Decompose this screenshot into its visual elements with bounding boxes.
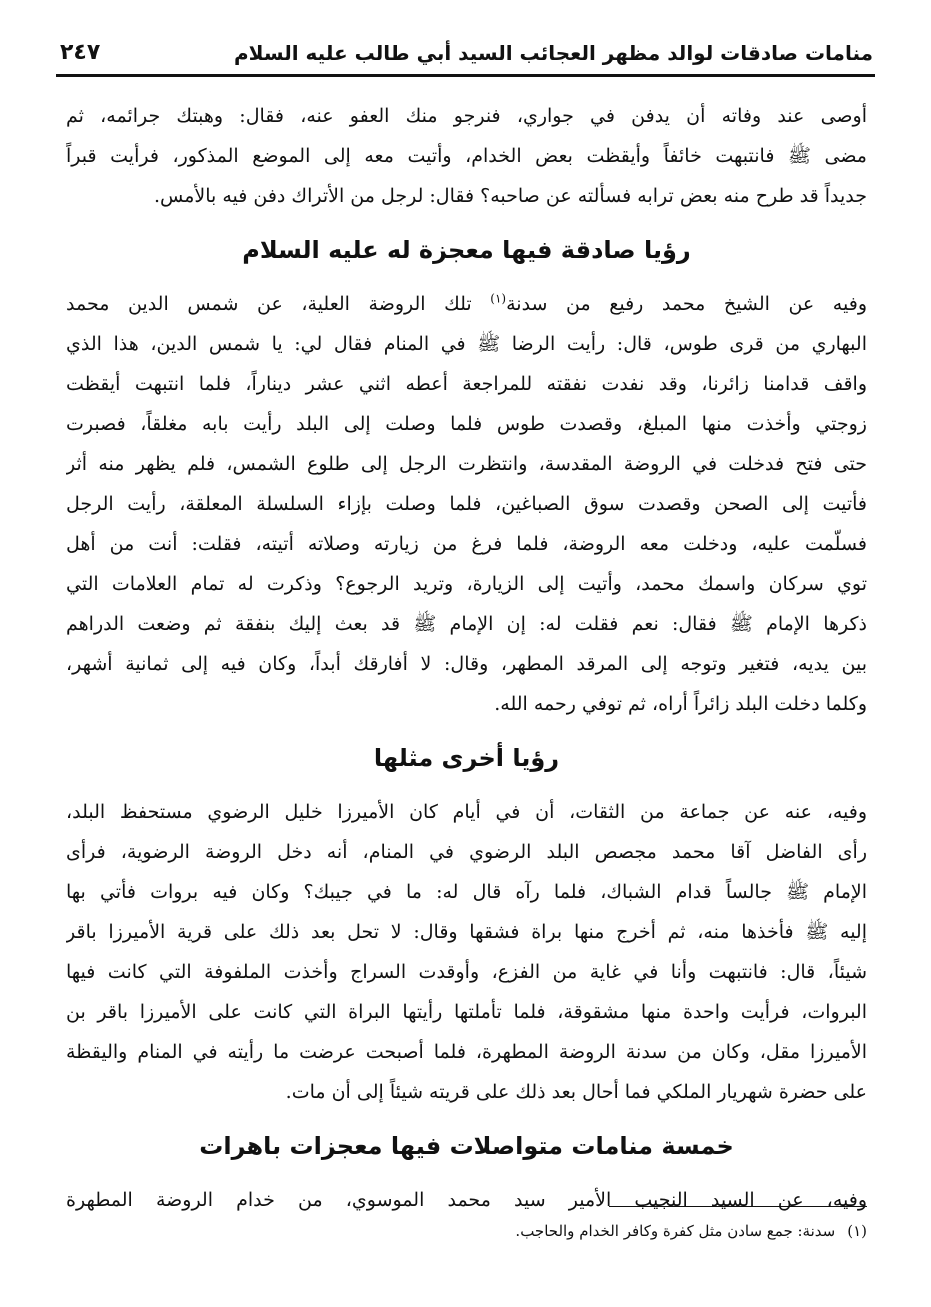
section-heading-1: رؤيا صادقة فيها معجزة له عليه السلام	[242, 236, 691, 264]
text-line: وفيه، عنه عن جماعة من الثقات، أن في أيام كان الأميرزا خليل الرضوي مستحفظ البلد،	[66, 801, 867, 823]
intro-paragraph	[66, 96, 867, 216]
footnote-marker: (١)	[847, 1222, 867, 1240]
text-line: رأى الفاضل آقا محمد مجصص البلد الرضوي في المنام، أنه دخل الروضة الرضوية، فرأى	[66, 841, 867, 863]
text-line: على حضرة شهريار الملكي فما أحال بعد ذلك على قريته شيئاً إلى أن مات.	[285, 1081, 867, 1103]
text-line: شيئاً، قال: فانتبهت وأنا في غاية من الفزع، وأوقدت السراج وأخذت الملفوفة التي كانت فيها	[66, 961, 867, 983]
section-heading-2: رؤيا أخرى مثلها	[373, 744, 560, 772]
text-line: مضى ﷺ فانتبهت خائفاً وأيقظت بعض الخدام، وأتيت معه إلى الموضع المذكور، فرأيت قبراً	[66, 145, 867, 167]
footnote-rule	[609, 1206, 867, 1207]
text-line: واقف قدامنا زائرنا، وقد نفدت نفقته للمراجعة أعطه اثني عشر ديناراً، فلما انتبهت أيقظت	[66, 373, 867, 395]
page-number: ٢٤٧	[60, 40, 101, 65]
section1-paragraph	[66, 284, 867, 724]
footnote-text: سدنة: جمع سادن مثل كفرة وكافر الخدام والحاجب.	[515, 1222, 836, 1240]
running-title: منامات صادقات لوالد مظهر العجائب السيد أبي طالب عليه السلام	[234, 41, 873, 65]
text-line: الإمام ﷺ جالساً قدام الشباك، فلما رآه قال له: ما في جيبك؟ وكان فيه بروات فأتي بها	[66, 881, 867, 903]
text-line: فأتيت إلى الصحن وقصدت سوق الصباغين، فلما وصلت بإزاء السلسلة المعلقة، رأيت الرجل	[66, 493, 867, 515]
text-line: ذكرها الإمام ﷺ فقال: نعم فقلت له: إن الإمام ﷺ قد بعث إليك بنفقة ثم وضعت الدراهم	[66, 613, 867, 635]
text-line: أوصى عند وفاته أن يدفن في جواري، فنرجو منك العفو عنه، فقال: وهبتك جرائمه، ثم	[66, 105, 867, 127]
text-line: وكلما دخلت البلد زائراً أراه، ثم توفي رحمه الله.	[494, 693, 867, 715]
header-rule	[56, 74, 875, 77]
text-line: زوجتي وأخذت منها المبلغ، وقصدت طوس فلما وصلت إلى البلد رأيت بابه مغلقاً، فصبرت	[66, 413, 867, 435]
text-line: جديداً قد طرح منه بعض ترابه فسألته عن صاحبه؟ فقال: لرجل من الأتراك دفن فيه بالأمس.	[153, 185, 867, 207]
text-line: حتى فتح فدخلت في الروضة المقدسة، وانتظرت الرجل إلى طلوع الشمس، فلم يظهر منه أثر	[66, 453, 867, 475]
text-line: البروات، فرأيت واحدة منها مشقوقة، فلما تأملتها رأيتها البراة التي كانت على الأميرزا باقر بن	[66, 1001, 867, 1023]
text-line	[66, 284, 867, 324]
text-line: وفيه، عن السيد النجيب الأمير سيد محمد الموسوي، من خدام الروضة المطهرة	[66, 1189, 867, 1211]
text-line: بين يديه، فتغير وتوجه إلى المرقد المطهر، وقال: لا أفارقك أبداً، وكان فيه إلى ثمانية أشهر،	[66, 653, 867, 675]
section3-paragraph	[66, 1180, 867, 1220]
body-text	[66, 96, 867, 1220]
text-line: فسلّمت عليه، ودخلت معه الروضة، فلما فرغ من زيارته وصلاته أتيته، فقلت: أنت من أهل	[66, 533, 867, 555]
section2-paragraph	[66, 792, 867, 1112]
text-line: الأميرزا مقل، وكان من سدنة الروضة المطهرة، فلما أصبحت عرضت ما رأيته في المنام واليقظة	[66, 1041, 867, 1063]
section-heading-3: خمسة منامات متواصلات فيها معجزات باهرات	[199, 1132, 734, 1160]
footnote	[66, 1218, 867, 1244]
footnote-reference[interactable]: (١)	[490, 291, 507, 306]
text-segment: وفيه عن الشيخ محمد رفيع من سدنة	[506, 293, 867, 315]
text-segment: تلك الروضة العلية، عن شمس الدين محمد	[66, 293, 491, 315]
text-line: توي سركان واسمك محمد، وأتيت إلى الزيارة، وتريد الرجوع؟ وذكرت له تمام العلامات التي	[66, 573, 867, 595]
text-line: البهاري من قرى طوس، قال: رأيت الرضا ﷺ في المنام فقال لي: يا شمس الدين، هذا الذي	[66, 333, 867, 355]
page-header	[60, 30, 873, 70]
text-line: إليه ﷺ فأخذها منه، ثم أخرج منها براة فشقها وقال: لا تحل بعد ذلك على قرية الأميرزا باقر	[66, 921, 867, 943]
